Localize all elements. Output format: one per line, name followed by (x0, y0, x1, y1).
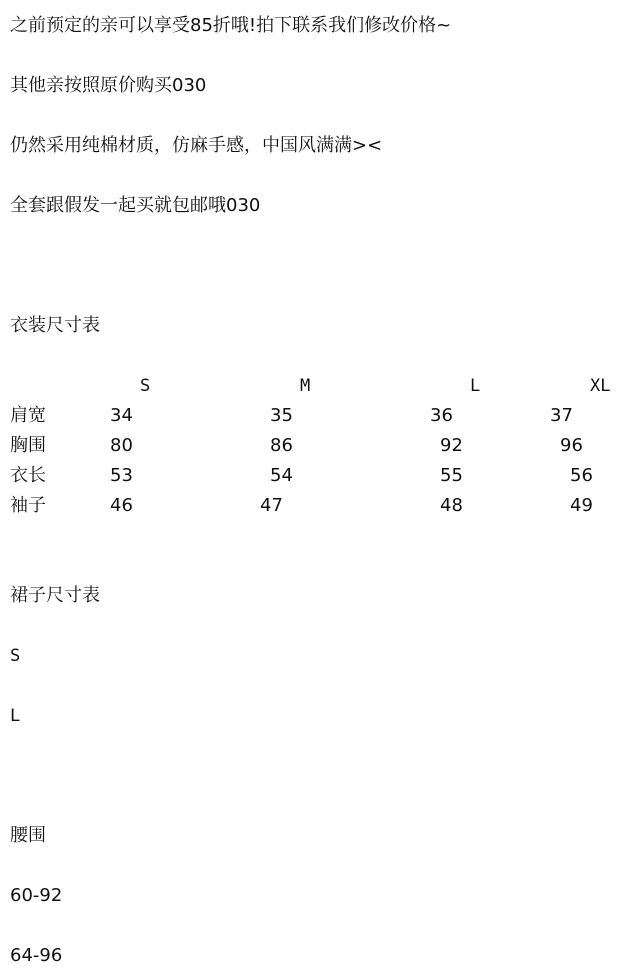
table-cell: 46 (110, 495, 133, 516)
table-cell: 92 (440, 435, 463, 456)
table-cell: 36 (430, 405, 453, 426)
table-cell: 86 (270, 435, 293, 456)
table-cell: 35 (270, 405, 293, 426)
table-row-shoulder (0, 404, 620, 434)
row-label: 袖子 (10, 495, 46, 516)
note-discount: 之前预定的亲可以享受85折哦!拍下联系我们修改价格~ (10, 15, 452, 36)
table-cell: 48 (440, 495, 463, 516)
waist-value-s: 60-92 (10, 885, 63, 906)
row-label: 胸围 (10, 435, 46, 456)
table-cell: 54 (270, 465, 293, 486)
clothes-size-table-title: 衣装尺寸表 (10, 315, 100, 336)
table-cell: 80 (110, 435, 133, 456)
table-row-length (0, 464, 620, 494)
size-header-xl: XL (590, 376, 611, 396)
waist-label: 腰围 (10, 825, 46, 846)
table-row-bust (0, 434, 620, 464)
clothes-size-header (0, 374, 620, 398)
note-free-shipping: 全套跟假发一起买就包邮哦030 (10, 195, 261, 216)
table-cell: 47 (260, 495, 283, 516)
waist-value-l: 64-96 (10, 945, 63, 966)
skirt-size-s: S (10, 646, 21, 666)
table-cell: 53 (110, 465, 133, 486)
note-regular-price: 其他亲按照原价购买030 (10, 75, 207, 96)
table-cell: 56 (570, 465, 593, 486)
row-label: 肩宽 (10, 405, 46, 426)
skirt-size-l: L (10, 706, 21, 726)
size-header-m: M (300, 376, 311, 396)
note-material: 仍然采用纯棉材质，仿麻手感，中国风满满>< (10, 135, 383, 156)
table-row-sleeve (0, 494, 620, 524)
table-cell: 37 (550, 405, 573, 426)
size-header-s: S (140, 376, 151, 396)
table-cell: 49 (570, 495, 593, 516)
size-header-l: L (470, 376, 481, 396)
row-label: 衣长 (10, 465, 46, 486)
skirt-size-table-title: 裙子尺寸表 (10, 585, 100, 606)
table-cell: 55 (440, 465, 463, 486)
table-cell: 96 (560, 435, 583, 456)
table-cell: 34 (110, 405, 133, 426)
